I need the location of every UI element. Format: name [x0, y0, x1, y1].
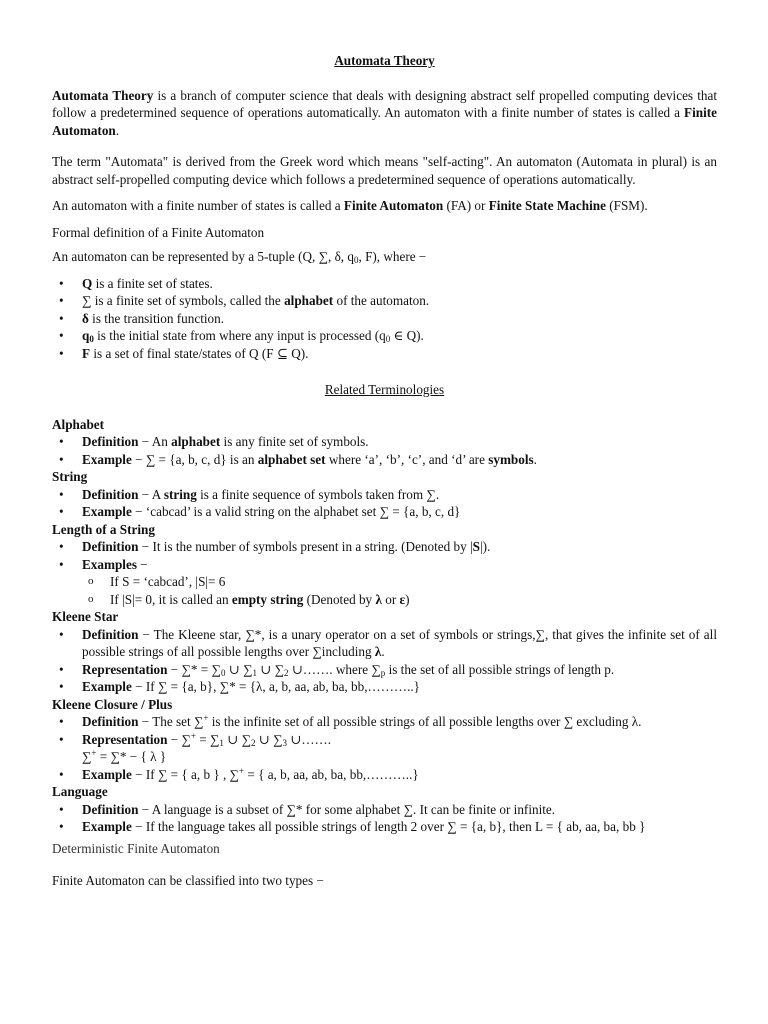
- alphabet-ex-t1: − ∑ = {a, b, c, d} is an: [131, 451, 258, 467]
- list-item: [52, 678, 717, 696]
- language-def-t1: − A language is a subset of ∑* for some alphabet ∑. It can be finite or infinite.: [138, 801, 556, 817]
- kleene-rep-label: Representation: [82, 661, 168, 677]
- classification-line: Finite Automaton can be classified into two types −: [52, 873, 324, 888]
- closure-ex-label: Example: [82, 766, 132, 782]
- list-item: [52, 731, 717, 766]
- closure-rep-t2: = ∑: [195, 731, 220, 747]
- length-def-bold: S: [472, 539, 480, 554]
- kleene-def-label: Definition: [82, 626, 139, 642]
- kleene-rep-s0: 0: [220, 667, 226, 678]
- kleene-rep-s2: 2: [284, 667, 289, 678]
- sigma-t1: is a finite set of symbols, called the: [91, 293, 285, 308]
- length-sub2-t2: (Denoted by: [303, 591, 376, 607]
- list-item: [52, 275, 717, 293]
- para3-t3: (FSM).: [605, 198, 648, 213]
- closure-list: [52, 713, 717, 783]
- alphabet-def-bold: alphabet: [171, 434, 221, 449]
- closure-heading: Kleene Closure / Plus: [52, 696, 173, 712]
- intro-term: Automata Theory: [52, 87, 154, 103]
- closure-rep-s3: 3: [282, 737, 288, 748]
- string-def-bold: string: [163, 486, 197, 502]
- kleene-rep-s1: 1: [252, 667, 257, 678]
- f-term: F: [82, 345, 91, 361]
- list-item: [52, 345, 717, 363]
- list-item: [52, 451, 717, 469]
- alphabet-ex-t2: where ‘a’, ‘b’, ‘c’, and ‘d’ are: [325, 451, 489, 467]
- alphabet-def-t1: − An: [138, 434, 172, 449]
- kleene-rep-t2: ∪……. where ∑: [288, 661, 381, 677]
- document-body: [52, 52, 717, 890]
- q-text: is a finite set of states.: [92, 275, 213, 291]
- closure-rep2-t2: = ∑* − { λ }: [96, 749, 167, 764]
- closure-rep2-sup: +: [91, 748, 97, 758]
- length-ex-t1: −: [136, 556, 148, 572]
- list-item: [52, 818, 717, 836]
- list-item: [52, 538, 717, 556]
- page-title: Automata Theory: [334, 53, 435, 68]
- closure-rep-u2: ∪ ∑: [255, 731, 283, 747]
- sigma-term: ∑: [82, 293, 92, 308]
- dfa-heading: Deterministic Finite Automaton: [52, 840, 220, 856]
- list-item: [52, 292, 717, 310]
- alphabet-ex-bold: alphabet set: [257, 451, 326, 467]
- string-heading: String: [52, 469, 88, 484]
- q0-t2: ∈ Q).: [390, 328, 424, 343]
- closure-ex-t1: − If ∑ = { a, b } , ∑: [131, 766, 239, 782]
- length-sub2-lambda: λ: [375, 591, 382, 607]
- closure-ex-sup: +: [238, 765, 245, 776]
- f-text: is a set of final state/states of Q (F ⊆ Q).: [90, 345, 309, 361]
- string-list: [52, 486, 717, 521]
- kleene-def-bold: λ: [374, 644, 382, 659]
- kleene-rep-u1: ∪ ∑: [225, 661, 253, 677]
- list-item: [52, 766, 717, 784]
- closure-rep-t1: − ∑: [167, 731, 191, 747]
- length-sub2-t4: ): [405, 591, 410, 607]
- closure-rep-s2: 2: [250, 737, 256, 748]
- closure-rep-u1: ∪ ∑: [223, 731, 251, 747]
- closure-rep-s1: 1: [219, 737, 224, 748]
- string-ex-label: Example: [82, 504, 132, 519]
- string-ex-t1: − ‘cabcad’ is a valid string on the alphabet set ∑ = {a, b, c, d}: [131, 504, 461, 519]
- length-sub2-t1: If |S|= 0, it is called an: [110, 591, 232, 607]
- intro-end: .: [115, 122, 120, 138]
- closure-rep-t3: ∪…….: [287, 731, 332, 747]
- kleene-list: [52, 626, 717, 696]
- list-item: [52, 310, 717, 328]
- tuple-sub: 0: [353, 255, 359, 265]
- language-def-label: Definition: [82, 801, 139, 817]
- closure-def-sup: +: [203, 713, 209, 723]
- language-ex-t1: − If the language takes all possible strings of length 2 over ∑ = {a, b}, then L = { ab, aa, ba, bb }: [131, 819, 646, 834]
- alphabet-ex-bold2: symbols: [488, 451, 534, 467]
- list-item: [52, 626, 717, 661]
- intro-text: is a branch of computer science that deals with designing abstract self propelled computing devices that follow a predetermined sequence of operations automatically. An automaton with a finite number of states is called a: [52, 87, 717, 120]
- tuple-line: [52, 248, 717, 266]
- length-def-t2: |).: [479, 539, 491, 554]
- length-def-label: Definition: [82, 539, 139, 554]
- language-list: [52, 801, 717, 836]
- intro-paragraph: [52, 87, 717, 140]
- length-def-t1: − It is the number of symbols present in a string. (Denoted by |: [138, 539, 473, 554]
- language-ex-label: Example: [82, 819, 132, 834]
- para3-fa: Finite Automaton: [343, 198, 444, 213]
- alphabet-heading: Alphabet: [52, 416, 105, 432]
- q0-sub2: 0: [385, 334, 391, 344]
- fa-definition-paragraph: [52, 197, 717, 215]
- list-item: [52, 591, 717, 609]
- closure-rep-label: Representation: [82, 731, 168, 747]
- automata-etymology-paragraph: The term "Automata" is derived from the Greek word which means "self-acting". An automaton (Automata in plural) is an abstract self-propelled computing device which follows a predetermined sequence of operations automatically.: [52, 154, 717, 187]
- kleene-def-t1: − The Kleene star, ∑*, is a unary operator on a set of symbols or strings,∑, that gives the infinite set of all possible strings of all possible lengths over ∑including: [82, 626, 717, 659]
- tuple-t1: An automaton can be represented by a 5-tuple (Q, ∑, δ, q: [52, 249, 354, 264]
- para3-fsm: Finite State Machine: [488, 198, 606, 213]
- length-list: [52, 538, 717, 608]
- list-item: [52, 556, 717, 574]
- alphabet-ex-label: Example: [82, 451, 132, 467]
- length-sub2-bold: empty string: [231, 591, 304, 607]
- closure-ex-t2: = { a, b, aa, ab, ba, bb,………..}: [244, 766, 419, 782]
- closure-def-t1: − The set ∑: [138, 714, 204, 729]
- list-item: [52, 486, 717, 504]
- sigma-bold: alphabet: [284, 293, 334, 308]
- list-item: [52, 713, 717, 731]
- list-item: [52, 433, 717, 451]
- string-def-t1: − A: [138, 486, 164, 502]
- kleene-heading: Kleene Star: [52, 609, 119, 624]
- length-ex-label: Examples: [82, 556, 137, 572]
- list-item: [52, 573, 717, 591]
- q0-t1: is the initial state from where any input is processed (q: [93, 328, 386, 343]
- para3-t1: An automaton with a finite number of states is called a: [52, 198, 344, 213]
- string-def-t2: is a finite sequence of symbols taken from ∑.: [196, 486, 440, 502]
- alphabet-list: [52, 433, 717, 468]
- related-terminologies-title: Related Terminologies: [324, 382, 445, 397]
- tuple-list: [52, 275, 717, 363]
- q0-sub: 0: [89, 334, 94, 344]
- length-heading: Length of a String: [52, 521, 155, 537]
- delta-text: is the transition function.: [88, 310, 225, 326]
- kleene-ex-t1: − If ∑ = {a, b}, ∑* = {λ, a, b, aa, ab, ba, bb,………..}: [131, 679, 420, 694]
- closure-rep-sup: +: [190, 730, 196, 741]
- closure-rep2-t1: ∑: [82, 749, 92, 764]
- kleene-rep-sp: p: [380, 667, 386, 678]
- sigma-t2: of the automaton.: [333, 293, 430, 308]
- q-term: Q: [82, 275, 93, 291]
- kleene-rep-t1: − ∑* = ∑: [167, 661, 221, 677]
- length-sub2-eps: ε: [399, 591, 406, 607]
- alphabet-def-t2: is any finite set of symbols.: [220, 434, 369, 449]
- closure-def-label: Definition: [82, 714, 139, 729]
- kleene-def-t2: .: [381, 644, 385, 659]
- formal-definition-heading: Formal definition of a Finite Automaton: [52, 224, 265, 240]
- tuple-t2: , F), where −: [358, 249, 427, 264]
- list-item: [52, 661, 717, 679]
- alphabet-def-label: Definition: [82, 434, 139, 449]
- language-heading: Language: [52, 784, 108, 799]
- para3-t2: (FA) or: [443, 198, 489, 213]
- kleene-ex-label: Example: [82, 679, 132, 694]
- kleene-rep-t3: is the set of all possible strings of length p.: [385, 661, 615, 677]
- q0-term: [82, 328, 94, 343]
- delta-term: δ: [82, 310, 89, 326]
- length-sub1: If S = ‘cabcad’, |S|= 6: [110, 574, 226, 589]
- length-sub2-t3: or: [381, 591, 400, 607]
- list-item: [52, 801, 717, 819]
- list-item: [52, 503, 717, 521]
- string-def-label: Definition: [82, 486, 139, 502]
- kleene-rep-u2: ∪ ∑: [256, 661, 285, 677]
- q0-letter: q: [82, 328, 90, 343]
- closure-def-t2: is the infinite set of all possible strings of all possible lengths over ∑ excluding λ.: [208, 714, 642, 729]
- intro-fa: Finite Automaton: [52, 105, 717, 138]
- alphabet-ex-t3: .: [533, 451, 537, 467]
- list-item: [52, 327, 717, 345]
